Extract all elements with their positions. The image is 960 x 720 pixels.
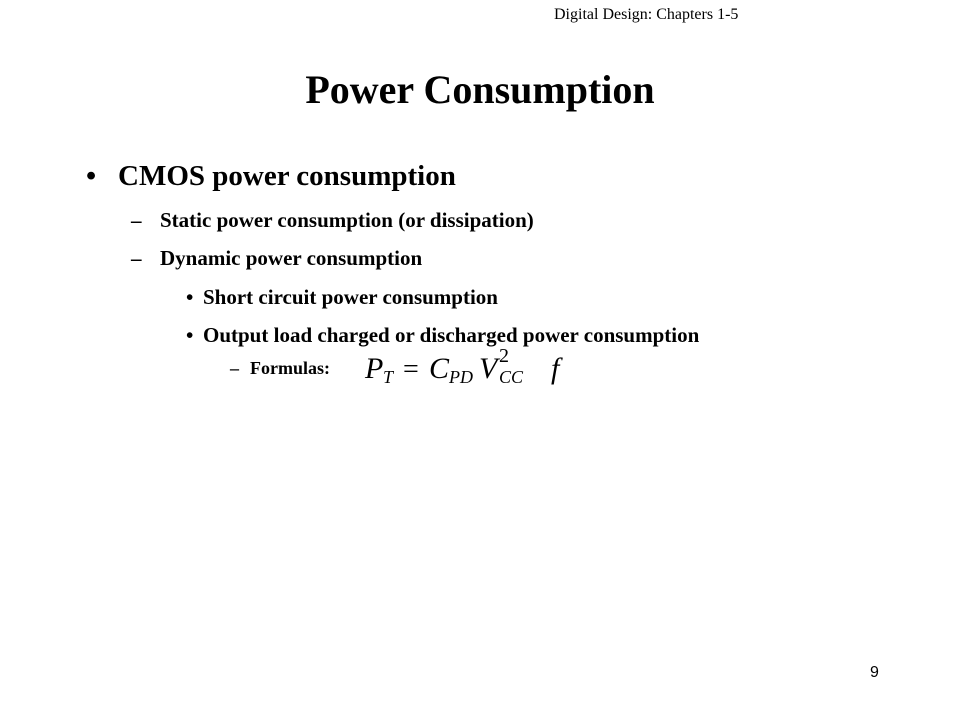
- slide-title: Power Consumption: [305, 67, 655, 112]
- dash-marker: –: [230, 358, 239, 378]
- formula-v-superscript: 2: [499, 345, 509, 367]
- formula-v: V: [479, 352, 498, 385]
- slide-header: Digital Design: Chapters 1-5: [554, 6, 739, 23]
- bullet-marker: •: [86, 160, 97, 192]
- page-number: 9: [870, 664, 879, 681]
- dash-marker: –: [131, 208, 142, 232]
- bullet-marker: •: [186, 323, 194, 347]
- formula-equals: =: [403, 354, 419, 385]
- bullet-text: CMOS power consumption: [118, 160, 456, 192]
- bullet-text: Formulas:: [250, 358, 330, 378]
- formula-c-subscript: PD: [449, 367, 473, 387]
- formula-c: C: [429, 352, 450, 385]
- bullet-text: Static power consumption (or dissipation): [160, 208, 534, 232]
- bullet-text: Dynamic power consumption: [160, 246, 423, 270]
- bullet-text: Short circuit power consumption: [203, 285, 498, 309]
- dash-marker: –: [131, 246, 142, 270]
- formula-p: P: [365, 352, 384, 385]
- formula-v-subscript: CC: [499, 367, 524, 387]
- formula-f: f: [551, 352, 560, 385]
- bullet-marker: •: [186, 285, 194, 309]
- power-formula: [363, 338, 573, 388]
- bullet-text: Output load charged or discharged power consumption: [203, 323, 700, 347]
- formula-p-subscript: T: [383, 367, 394, 387]
